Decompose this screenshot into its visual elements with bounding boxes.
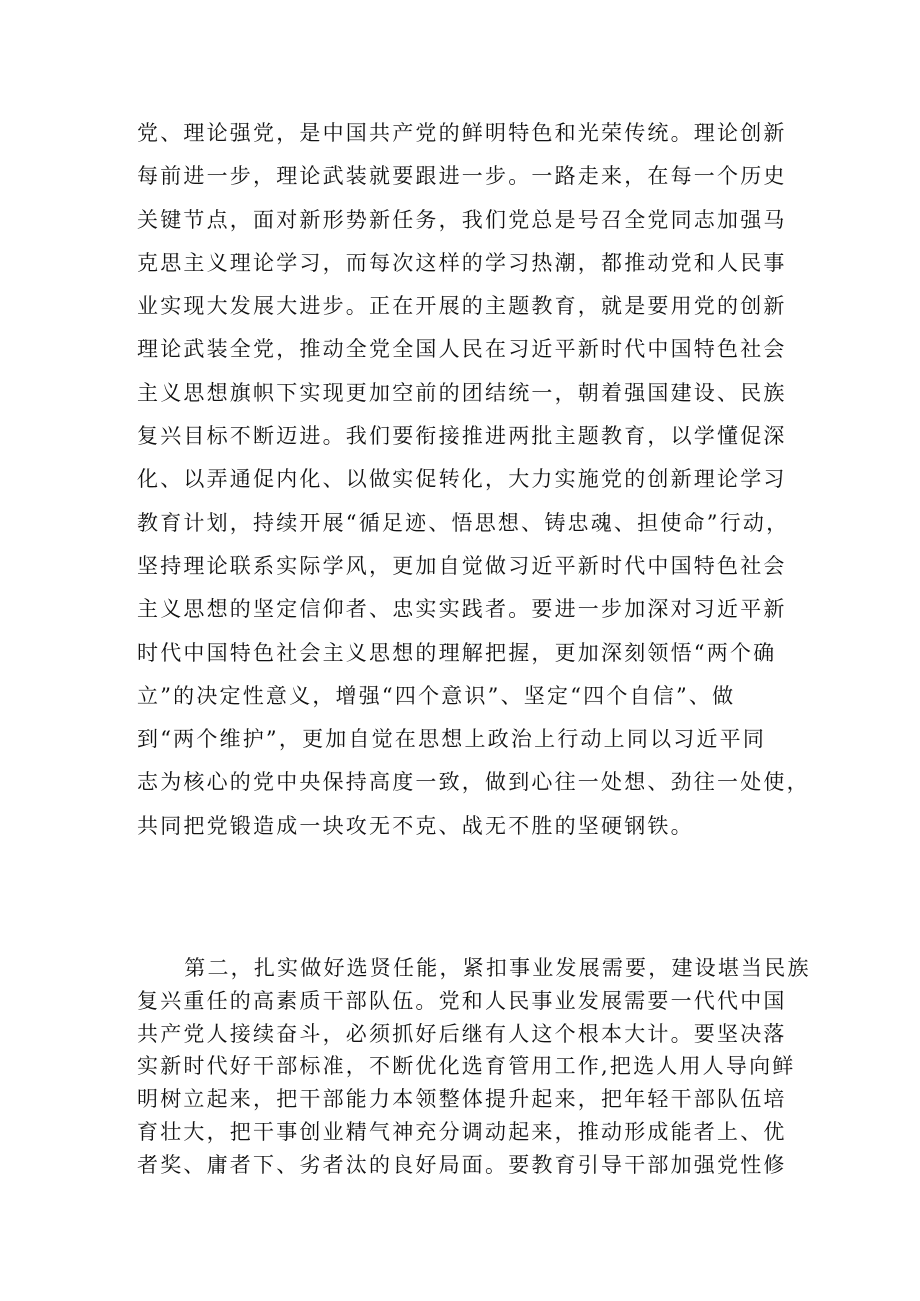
text-line: 志为核心的党中央保持高度一致，做到心往一处想、劲往一处使， bbox=[137, 770, 810, 795]
paragraph-1 bbox=[137, 112, 817, 848]
text-line: 到“两个维护”，更加自觉在思想上政治上行动上同以习近平同 bbox=[137, 727, 767, 752]
text-line: 共产党人接续奋斗，必须抓好后继有人这个根本大计。要坚决落 bbox=[137, 1021, 787, 1046]
text-line: 第二，扎实做好选贤任能，紧扣事业发展需要，建设堪当民族 bbox=[184, 956, 811, 980]
text-line: 教育计划，持续开展“循足迹、悟思想、铸忠魂、担使命”行动， bbox=[137, 510, 790, 535]
text-line: 主义思想的坚定信仰者、忠实实践者。要进一步加深对习近平新 bbox=[137, 597, 787, 622]
text-line: 共同把党锻造成一块攻无不克、战无不胜的坚硬钢铁。 bbox=[137, 813, 694, 838]
text-line: 坚持理论联系实际学风，更加自觉做习近平新时代中国特色社会 bbox=[137, 553, 787, 578]
paragraph-2 bbox=[137, 952, 817, 1182]
text-line: 每前进一步，理论武装就要跟进一步。一路走来，在每一个历史 bbox=[137, 164, 787, 189]
text-line: 主义思想旗帜下实现更加空前的团结统一，朝着强国建设、民族 bbox=[137, 380, 787, 405]
text-line: 者奖、庸者下、劣者汰的良好局面。要教育引导干部加强党性修 bbox=[137, 1152, 787, 1177]
text-line: 业实现大发展大进步。正在开展的主题教育，就是要用党的创新 bbox=[137, 294, 787, 319]
text-line: 理论武装全党，推动全党全国人民在习近平新时代中国特色社会 bbox=[137, 337, 787, 362]
text-line: 克思主义理论学习，而每次这样的学习热潮，都推动党和人民事 bbox=[137, 250, 787, 275]
text-line: 明树立起来，把干部能力本领整体提升起来，把年轻干部队伍培 bbox=[137, 1087, 787, 1112]
text-line: 育壮大，把干事创业精气神充分调动起来，推动形成能者上、优 bbox=[137, 1119, 787, 1144]
text-line: 实新时代好干部标准，不断优化选育管用工作,把选人用人导向鲜 bbox=[137, 1054, 796, 1079]
text-line: 复兴重任的高素质干部队伍。党和人民事业发展需要一代代中国 bbox=[137, 988, 787, 1013]
text-line: 立”的决定性意义，增强“四个意识”、坚定“四个自信”、做 bbox=[137, 683, 736, 708]
text-line: 化、以弄通促内化、以做实促转化，大力实施党的创新理论学习 bbox=[137, 467, 787, 492]
text-line: 时代中国特色社会主义思想的理解把握，更加深刻领悟“两个确 bbox=[137, 640, 777, 665]
text-line: 党、理论强党，是中国共产党的鲜明特色和光荣传统。理论创新 bbox=[137, 121, 787, 145]
text-line: 复兴目标不断迈进。我们要衔接推进两批主题教育，以学懂促深 bbox=[137, 424, 787, 449]
text-line: 关键节点，面对新形势新任务，我们党总是号召全党同志加强马 bbox=[137, 207, 787, 232]
